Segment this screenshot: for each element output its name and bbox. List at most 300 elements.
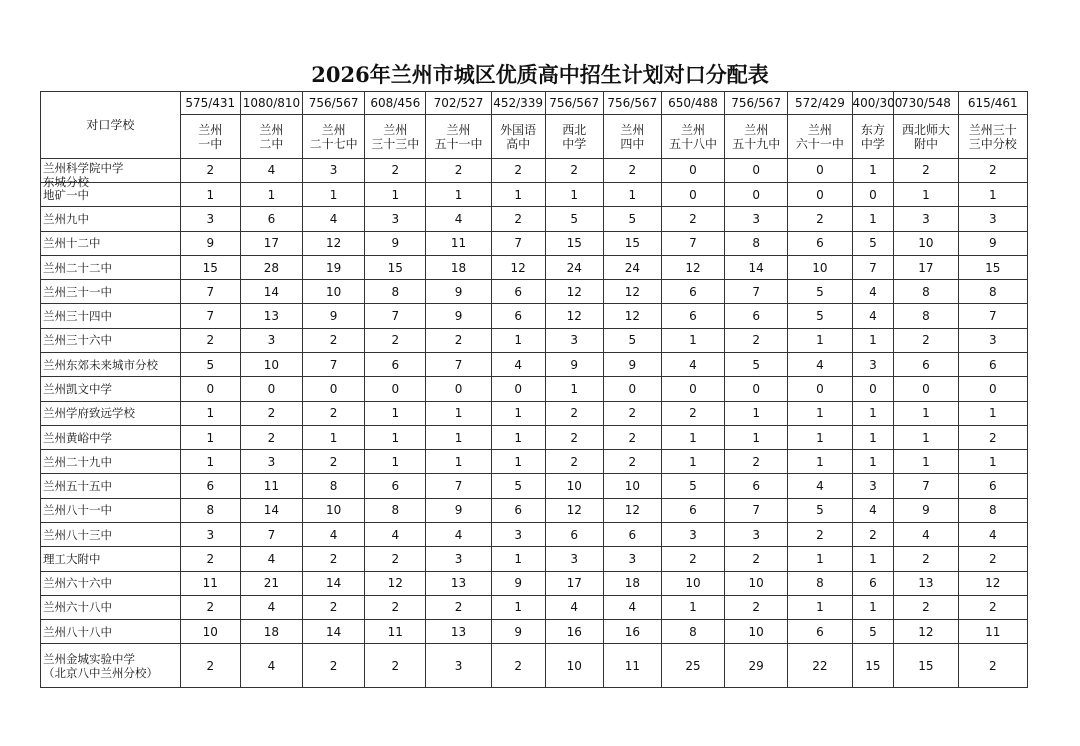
- target-school-line1: 兰州: [446, 122, 471, 137]
- target-school-line1: 兰州: [321, 122, 346, 137]
- quota-cell: 2: [180, 328, 240, 352]
- target-school-line2: 中学: [860, 136, 885, 151]
- quota-cell: 9: [491, 620, 545, 644]
- table-row: [41, 353, 1028, 377]
- quota-cell: 1: [852, 328, 894, 352]
- source-school-name: 兰州八十八中: [41, 620, 181, 644]
- quota-cell: 5: [491, 474, 545, 498]
- quota-cell: 2: [603, 425, 661, 449]
- quota-cell: 17: [545, 571, 603, 595]
- quota-cell: 0: [788, 183, 852, 207]
- quota-cell: 2: [603, 158, 661, 182]
- quota-cell: 1: [426, 401, 491, 425]
- quota-cell: 0: [303, 377, 365, 401]
- quota-cell: 2: [894, 595, 958, 619]
- quota-cell: 2: [788, 207, 852, 231]
- quota-cell: 7: [725, 280, 788, 304]
- target-ratio: 452/339: [491, 92, 545, 115]
- quota-cell: 6: [240, 207, 302, 231]
- quota-cell: 2: [894, 158, 958, 182]
- target-school-line1: 兰州: [259, 122, 284, 137]
- quota-cell: 15: [180, 255, 240, 279]
- table-row: [41, 280, 1028, 304]
- quota-cell: 1: [180, 425, 240, 449]
- quota-cell: 0: [661, 183, 724, 207]
- quota-cell: 0: [894, 377, 958, 401]
- quota-cell: 4: [426, 522, 491, 546]
- quota-cell: 6: [661, 304, 724, 328]
- quota-cell: 0: [365, 377, 426, 401]
- target-school-line2: 三中分校: [968, 136, 1017, 151]
- quota-cell: 14: [240, 280, 302, 304]
- source-school-name: 兰州六十六中: [41, 571, 181, 595]
- quota-cell: 1: [661, 450, 724, 474]
- quota-cell: 2: [894, 328, 958, 352]
- quota-cell: 0: [725, 183, 788, 207]
- target-ratio: 1080/810: [240, 92, 302, 115]
- quota-cell: 11: [958, 620, 1027, 644]
- quota-cell: 9: [603, 353, 661, 377]
- target-ratio: 730/548: [894, 92, 958, 115]
- quota-cell: 4: [240, 644, 302, 688]
- quota-cell: 4: [240, 547, 302, 571]
- quota-cell: 2: [725, 595, 788, 619]
- quota-cell: 0: [788, 158, 852, 182]
- source-school-name: 兰州二十九中: [41, 450, 181, 474]
- quota-cell: 4: [426, 207, 491, 231]
- target-school: [545, 115, 603, 159]
- quota-cell: 2: [303, 450, 365, 474]
- quota-cell: 2: [303, 401, 365, 425]
- quota-cell: 2: [545, 158, 603, 182]
- quota-cell: 6: [852, 571, 894, 595]
- quota-cell: 1: [365, 183, 426, 207]
- quota-cell: 8: [894, 280, 958, 304]
- table-row: [41, 595, 1028, 619]
- quota-cell: 4: [365, 522, 426, 546]
- quota-cell: 1: [661, 425, 724, 449]
- target-school: [725, 115, 788, 159]
- quota-cell: 2: [958, 644, 1027, 688]
- table-row: [41, 571, 1028, 595]
- source-school-name: 兰州学府致远学校: [41, 401, 181, 425]
- quota-cell: 1: [545, 183, 603, 207]
- quota-cell: 10: [894, 231, 958, 255]
- quota-cell: 1: [180, 450, 240, 474]
- quota-cell: 9: [894, 498, 958, 522]
- target-school-line2: 二中: [259, 136, 284, 151]
- target-school: [852, 115, 894, 159]
- quota-cell: 6: [545, 522, 603, 546]
- quota-cell: 10: [545, 474, 603, 498]
- quota-cell: 16: [603, 620, 661, 644]
- quota-cell: 12: [603, 498, 661, 522]
- target-school-line1: 兰州: [680, 122, 705, 137]
- quota-cell: 1: [894, 183, 958, 207]
- quota-cell: 1: [894, 450, 958, 474]
- target-school: [303, 115, 365, 159]
- quota-cell: 1: [788, 595, 852, 619]
- quota-cell: 3: [426, 644, 491, 688]
- target-ratio: 400/300: [852, 92, 894, 115]
- table-row: [41, 255, 1028, 279]
- quota-cell: 9: [491, 571, 545, 595]
- quota-cell: 1: [426, 450, 491, 474]
- target-school-line2: 五十八中: [668, 136, 717, 151]
- quota-cell: 7: [958, 304, 1027, 328]
- quota-cell: 1: [958, 450, 1027, 474]
- quota-cell: 8: [661, 620, 724, 644]
- quota-cell: 8: [958, 280, 1027, 304]
- target-school-line2: 中学: [562, 136, 587, 151]
- target-school-line1: 西北师大: [901, 122, 950, 137]
- target-school: [491, 115, 545, 159]
- quota-cell: 5: [545, 207, 603, 231]
- quota-cell: 0: [725, 377, 788, 401]
- quota-cell: 2: [491, 207, 545, 231]
- quota-cell: 3: [240, 450, 302, 474]
- quota-cell: 3: [725, 207, 788, 231]
- quota-cell: 6: [661, 280, 724, 304]
- quota-cell: 6: [491, 304, 545, 328]
- quota-cell: 15: [894, 644, 958, 688]
- quota-cell: 4: [545, 595, 603, 619]
- quota-cell: 6: [661, 498, 724, 522]
- quota-cell: 6: [725, 474, 788, 498]
- quota-cell: 2: [603, 401, 661, 425]
- target-school: [603, 115, 661, 159]
- quota-cell: 3: [545, 328, 603, 352]
- target-school-line2: 一中: [198, 136, 223, 151]
- table-row: [41, 231, 1028, 255]
- quota-cell: 10: [240, 353, 302, 377]
- quota-cell: 0: [852, 183, 894, 207]
- quota-cell: 1: [788, 425, 852, 449]
- quota-cell: 7: [426, 474, 491, 498]
- quota-cell: 6: [365, 353, 426, 377]
- quota-cell: 2: [661, 401, 724, 425]
- quota-cell: 8: [365, 498, 426, 522]
- quota-cell: 6: [491, 498, 545, 522]
- source-school-name: 兰州黄峪中学: [41, 425, 181, 449]
- target-ratio: 572/429: [788, 92, 852, 115]
- page-title: 2026年兰州市城区优质高中招生计划对口分配表: [311, 62, 769, 87]
- quota-cell: 21: [240, 571, 302, 595]
- quota-cell: 8: [365, 280, 426, 304]
- quota-cell: 11: [365, 620, 426, 644]
- quota-cell: 7: [180, 280, 240, 304]
- target-school: [180, 115, 240, 159]
- quota-cell: 1: [180, 183, 240, 207]
- quota-cell: 4: [603, 595, 661, 619]
- target-ratio: 756/567: [303, 92, 365, 115]
- quota-cell: 3: [958, 207, 1027, 231]
- quota-cell: 24: [603, 255, 661, 279]
- quota-cell: 0: [661, 158, 724, 182]
- quota-cell: 2: [545, 425, 603, 449]
- target-ratio: 575/431: [180, 92, 240, 115]
- table-row: [41, 401, 1028, 425]
- quota-cell: 5: [852, 620, 894, 644]
- quota-cell: 10: [661, 571, 724, 595]
- quota-cell: 22: [788, 644, 852, 688]
- quota-cell: 3: [958, 328, 1027, 352]
- quota-cell: 13: [426, 620, 491, 644]
- quota-cell: 3: [180, 522, 240, 546]
- quota-cell: 13: [240, 304, 302, 328]
- quota-cell: 7: [661, 231, 724, 255]
- source-school-name: 地矿一中: [41, 183, 181, 207]
- quota-cell: 1: [725, 401, 788, 425]
- quota-cell: 1: [788, 401, 852, 425]
- quota-cell: 17: [240, 231, 302, 255]
- quota-cell: 1: [303, 183, 365, 207]
- quota-cell: 1: [788, 328, 852, 352]
- quota-cell: 2: [491, 158, 545, 182]
- quota-cell: 2: [240, 425, 302, 449]
- table-row: [41, 547, 1028, 571]
- quota-cell: 4: [852, 304, 894, 328]
- table-row: [41, 450, 1028, 474]
- quota-cell: 6: [958, 474, 1027, 498]
- quota-cell: 12: [958, 571, 1027, 595]
- quota-cell: 11: [180, 571, 240, 595]
- target-school-line2: 附中: [913, 136, 938, 151]
- quota-cell: 24: [545, 255, 603, 279]
- quota-cell: 1: [365, 425, 426, 449]
- quota-cell: 9: [426, 280, 491, 304]
- quota-cell: 2: [365, 328, 426, 352]
- quota-cell: 6: [958, 353, 1027, 377]
- quota-cell: 2: [303, 644, 365, 688]
- table-row: [41, 158, 1028, 182]
- target-school-line1: 东方: [860, 122, 885, 137]
- quota-cell: 1: [852, 450, 894, 474]
- quota-cell: 3: [240, 328, 302, 352]
- quota-cell: 8: [180, 498, 240, 522]
- quota-cell: 6: [788, 620, 852, 644]
- quota-cell: 10: [725, 620, 788, 644]
- quota-cell: 10: [603, 474, 661, 498]
- quota-cell: 12: [894, 620, 958, 644]
- quota-cell: 9: [545, 353, 603, 377]
- quota-cell: 9: [426, 498, 491, 522]
- source-school-name: 理工大附中: [41, 547, 181, 571]
- quota-cell: 5: [788, 304, 852, 328]
- quota-cell: 0: [603, 377, 661, 401]
- quota-cell: 2: [958, 595, 1027, 619]
- quota-cell: 14: [725, 255, 788, 279]
- quota-cell: 2: [725, 547, 788, 571]
- quota-cell: 1: [491, 183, 545, 207]
- quota-cell: 2: [303, 595, 365, 619]
- target-school: [788, 115, 852, 159]
- source-school-name: 兰州六十八中: [41, 595, 181, 619]
- quota-cell: 2: [491, 644, 545, 688]
- quota-cell: 9: [180, 231, 240, 255]
- quota-cell: 5: [661, 474, 724, 498]
- quota-cell: 16: [545, 620, 603, 644]
- quota-cell: 8: [894, 304, 958, 328]
- source-school-name: [41, 158, 181, 189]
- quota-cell: 1: [661, 328, 724, 352]
- quota-cell: 1: [426, 425, 491, 449]
- quota-cell: 1: [491, 450, 545, 474]
- quota-cell: 0: [788, 377, 852, 401]
- quota-cell: 1: [491, 401, 545, 425]
- quota-cell: 12: [365, 571, 426, 595]
- target-school-line1: 外国语: [500, 122, 537, 137]
- quota-cell: 2: [365, 158, 426, 182]
- quota-cell: 1: [788, 450, 852, 474]
- source-school-name: 兰州八十三中: [41, 522, 181, 546]
- target-school: [958, 115, 1027, 159]
- quota-cell: 1: [303, 425, 365, 449]
- quota-cell: 10: [545, 644, 603, 688]
- quota-cell: 15: [603, 231, 661, 255]
- quota-cell: 2: [303, 328, 365, 352]
- table-row: [41, 207, 1028, 231]
- quota-cell: 2: [661, 547, 724, 571]
- quota-cell: 5: [788, 280, 852, 304]
- quota-cell: 28: [240, 255, 302, 279]
- quota-cell: 4: [661, 353, 724, 377]
- quota-cell: 4: [303, 207, 365, 231]
- quota-cell: 1: [180, 401, 240, 425]
- target-school-line2: 五十九中: [732, 136, 781, 151]
- quota-cell: 9: [303, 304, 365, 328]
- quota-cell: 2: [426, 328, 491, 352]
- quota-cell: 4: [788, 353, 852, 377]
- table-row: [41, 474, 1028, 498]
- quota-cell: 2: [180, 644, 240, 688]
- quota-cell: 2: [303, 547, 365, 571]
- quota-cell: 0: [426, 377, 491, 401]
- quota-cell: 1: [545, 377, 603, 401]
- source-school-name: 兰州东郊未来城市分校: [41, 353, 181, 377]
- quota-cell: 0: [491, 377, 545, 401]
- source-school-name-line2: （北京八中兰州分校）: [43, 665, 158, 680]
- quota-cell: 1: [852, 595, 894, 619]
- quota-cell: 6: [788, 231, 852, 255]
- quota-cell: 1: [426, 183, 491, 207]
- quota-cell: 9: [958, 231, 1027, 255]
- quota-cell: 8: [958, 498, 1027, 522]
- quota-cell: 6: [603, 522, 661, 546]
- quota-cell: 2: [365, 595, 426, 619]
- table-row: [41, 304, 1028, 328]
- quota-cell: 1: [852, 547, 894, 571]
- source-school-name: 兰州凯文中学: [41, 377, 181, 401]
- quota-cell: 1: [491, 547, 545, 571]
- target-school-line2: 六十一中: [795, 136, 844, 151]
- target-school-line2: 四中: [620, 136, 645, 151]
- quota-cell: 2: [426, 158, 491, 182]
- source-school-name: [41, 644, 181, 688]
- quota-cell: 18: [603, 571, 661, 595]
- quota-cell: 3: [894, 207, 958, 231]
- quota-cell: 4: [894, 522, 958, 546]
- source-school-name: 兰州八十一中: [41, 498, 181, 522]
- quota-cell: 7: [180, 304, 240, 328]
- quota-cell: 18: [426, 255, 491, 279]
- quota-cell: 1: [603, 183, 661, 207]
- quota-cell: 3: [491, 522, 545, 546]
- quota-cell: 3: [180, 207, 240, 231]
- quota-cell: 0: [661, 377, 724, 401]
- target-school-line1: 兰州: [807, 122, 832, 137]
- table-row: [41, 377, 1028, 401]
- quota-cell: 2: [788, 522, 852, 546]
- table-row: [41, 328, 1028, 352]
- quota-cell: 2: [180, 158, 240, 182]
- quota-cell: 2: [545, 401, 603, 425]
- quota-cell: 11: [603, 644, 661, 688]
- quota-cell: 14: [240, 498, 302, 522]
- quota-cell: 3: [365, 207, 426, 231]
- quota-cell: 12: [303, 231, 365, 255]
- quota-cell: 4: [240, 595, 302, 619]
- quota-cell: 1: [958, 401, 1027, 425]
- quota-cell: 13: [894, 571, 958, 595]
- quota-cell: 12: [603, 304, 661, 328]
- source-school-name: 兰州三十四中: [41, 304, 181, 328]
- quota-cell: 3: [661, 522, 724, 546]
- target-school: [661, 115, 724, 159]
- quota-cell: 7: [894, 474, 958, 498]
- quota-cell: 1: [491, 425, 545, 449]
- quota-cell: 25: [661, 644, 724, 688]
- quota-cell: 7: [365, 304, 426, 328]
- target-school: [894, 115, 958, 159]
- quota-cell: 10: [725, 571, 788, 595]
- quota-cell: 1: [852, 158, 894, 182]
- quota-cell: 2: [661, 207, 724, 231]
- quota-cell: 18: [240, 620, 302, 644]
- quota-cell: 12: [545, 280, 603, 304]
- quota-cell: 7: [725, 498, 788, 522]
- quota-cell: 15: [545, 231, 603, 255]
- quota-cell: 5: [788, 498, 852, 522]
- target-school-line2: 高中: [506, 136, 531, 151]
- target-school-line1: 兰州: [198, 122, 223, 137]
- quota-cell: 2: [603, 450, 661, 474]
- quota-cell: 1: [661, 595, 724, 619]
- source-school-name: 兰州五十五中: [41, 474, 181, 498]
- quota-cell: 4: [788, 474, 852, 498]
- allocation-table: [40, 91, 1028, 688]
- quota-cell: 12: [603, 280, 661, 304]
- source-school-name: 兰州十二中: [41, 231, 181, 255]
- target-ratio: 650/488: [661, 92, 724, 115]
- quota-cell: 3: [852, 353, 894, 377]
- quota-cell: 3: [545, 547, 603, 571]
- table-row: [41, 620, 1028, 644]
- target-ratio: 608/456: [365, 92, 426, 115]
- quota-cell: 7: [240, 522, 302, 546]
- quota-cell: 1: [852, 425, 894, 449]
- quota-cell: 8: [725, 231, 788, 255]
- quota-cell: 29: [725, 644, 788, 688]
- quota-cell: 1: [491, 595, 545, 619]
- quota-cell: 7: [491, 231, 545, 255]
- quota-cell: 2: [725, 450, 788, 474]
- quota-cell: 0: [725, 158, 788, 182]
- quota-cell: 2: [894, 547, 958, 571]
- quota-cell: 6: [894, 353, 958, 377]
- target-ratio: 756/567: [603, 92, 661, 115]
- quota-cell: 9: [426, 304, 491, 328]
